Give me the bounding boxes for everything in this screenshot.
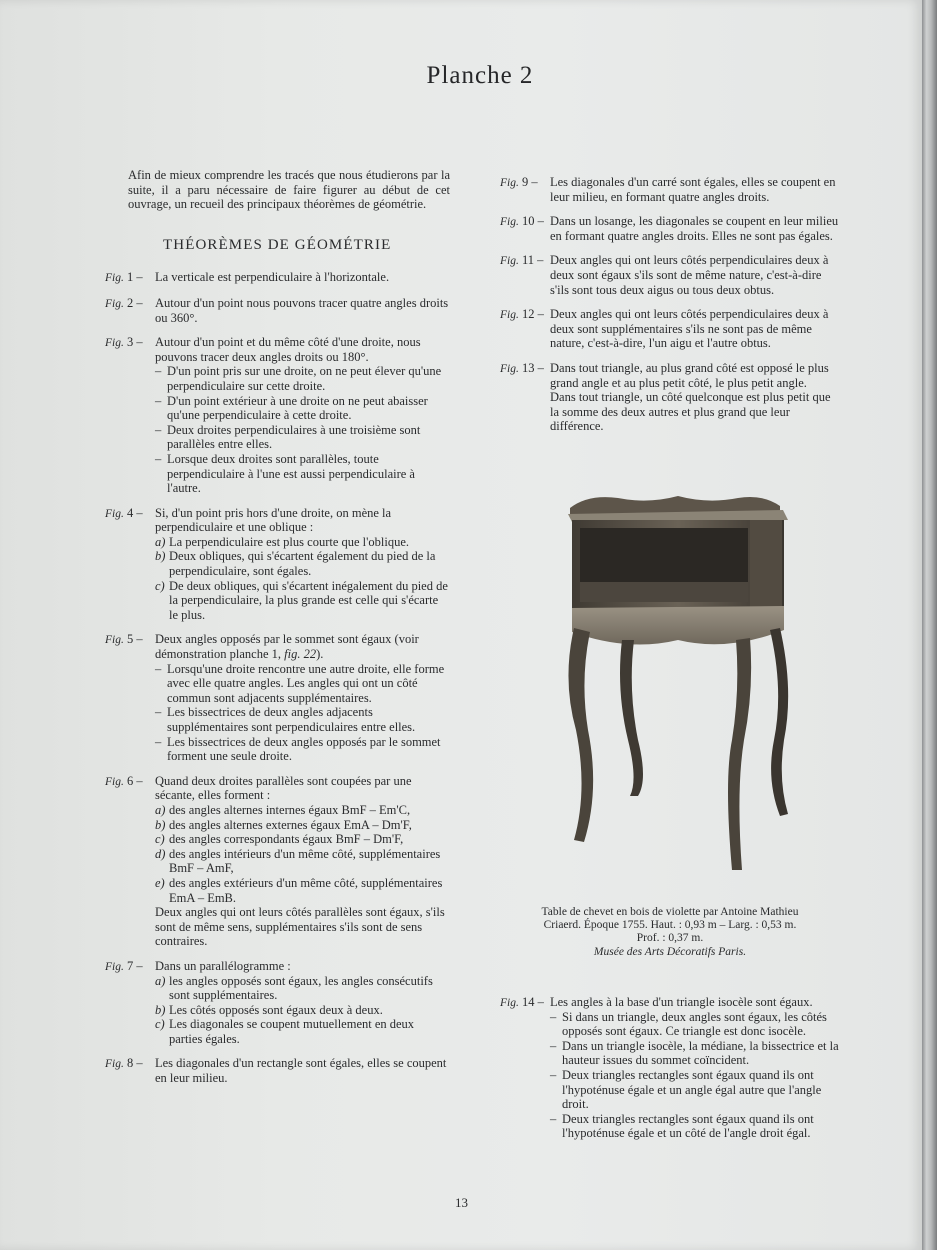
fig-13: Fig. 13 – Dans tout triangle, au plus grand côté est opposé le plus grand angle et au plus petit côté, le plus petit angle. Dans tout triangle, un côté quelconque est plus petit que la somme des deux autres et plus grand que leur différence. (500, 360, 831, 434)
page-title: Planche 2 (426, 62, 534, 89)
fig-12: Fig. 12 – Deux angles qui ont leurs côtés perpendiculaires deux à deux sont supplémentaires s'ils ne sont pas de même nature, c'est-à-dire, l'un aigu et l'autre obtus. (500, 307, 829, 351)
right-column-bottom (500, 995, 840, 1151)
fig-7: Fig. 7 – Dans un parallélogramme : a) les angles opposés sont égaux, les angles consécutifs sont supplémentaires. b) Les côtés opposés sont égaux deux à deux. c) Les diagonales se coupent mutuellement en deux parties égales. (105, 959, 450, 1047)
list-item: c) Les diagonales se coupent mutuellement en deux parties égales. (155, 1017, 415, 1046)
list-item: – Deux triangles rectangles sont égaux quand ils ont l'hypoténuse égale et un angle égal autre que l'angle droit. (550, 1067, 822, 1112)
list-item: – Les bissectrices de deux angles opposés par le sommet forment une seule droite. (155, 734, 441, 764)
fig-1: Fig. 1 – La verticale est perpendiculaire à l'horizontale. (105, 270, 390, 285)
list-item: b) Les côtés opposés sont égaux deux à deux. (155, 1002, 383, 1017)
list-item: a) des angles alternes internes égaux BmF – Em'C, (155, 802, 411, 817)
fig-8: Fig. 8 – Les diagonales d'un rectangle sont égales, elles se coupent en leur milieu. (105, 1056, 447, 1086)
list-item: b) des angles alternes externes égaux EmA – Dm'F, (155, 817, 412, 832)
list-item: a) La perpendiculaire est plus courte que l'oblique. (155, 534, 410, 549)
fig-4: Fig. 4 – Si, d'un point pris hors d'une droite, on mène la perpendiculaire et une oblique : a) La perpendiculaire est plus courte que l'oblique. b) Deux obliques, qui s'écartent également du pied de la perpendiculaire, sont égales. c) De deux obliques, qui s'écartent inégalement du pied de la perpendiculaire, la plus grande est celle qui s'écarte le plus. (105, 506, 450, 623)
list-item: d) des angles intérieurs d'un même côté, supplémentaires BmF – AmF, (155, 846, 441, 876)
page-edge (922, 0, 937, 1250)
list-item: b) Deux obliques, qui s'écartent également du pied de la perpendiculaire, sont égales. (155, 549, 436, 579)
page-number: 13 (455, 1195, 468, 1210)
right-column-top (500, 175, 840, 444)
bedside-table-photo (558, 490, 798, 880)
fig-5: Fig. 5 – Deux angles opposés par le sommet sont égaux (voir démonstration planche 1, fig. 22). – Lorsqu'une droite rencontre une autre droite, elle forme avec elle quatre angles. Les angles qui ont un côté commun sont adjacents supplémentaires. – Les bissectrices de deux angles adjacents supplémentaires sont perpendiculaires entre elles. – Les bissectrices de deux angles opposés par le sommet forment une seule droite. (105, 632, 450, 763)
left-column (105, 168, 450, 1096)
list-item: – Les bissectrices de deux angles adjacents supplémentaires sont perpendiculaires entre elles. (155, 705, 416, 734)
list-item: – Deux triangles rectangles sont égaux quand ils ont l'hypoténuse égale et un côté de l'angle droit égal. (550, 1111, 814, 1141)
list-item: c) des angles correspondants égaux BmF – Dm'F, (155, 832, 404, 847)
section-heading: THÉORÈMES DE GÉOMÉTRIE (163, 236, 392, 253)
fig-3: Fig. 3 – Autour d'un point et du même côté d'une droite, nous pouvons tracer deux angles droits ou 180°. – D'un point pris sur une droite, on ne peut élever qu'une perpendiculaire sur cette droite. – D'un point extérieur à une droite on ne peut abaisser qu'une perpendiculaire à cette droite. – Deux droites perpendiculaires à une troisième sont parallèles entre elles. – Lorsque deux droites sont parallèles, toute perpendiculaire à l'une est aussi perpendiculaire à l'autre. (105, 335, 450, 496)
fig-9: Fig. 9 – Les diagonales d'un carré sont égales, elles se coupent en leur milieu, en formant quatre angles droits. (500, 175, 836, 204)
fig-2: Fig. 2 – Autour d'un point nous pouvons tracer quatre angles droits ou 360°. (105, 295, 449, 325)
list-item: – D'un point extérieur à une droite on ne peut abaisser qu'une perpendiculaire à cette droite. (155, 393, 428, 423)
list-item: – Si dans un triangle, deux angles sont égaux, les côtés opposés sont égaux. Ce triangle est donc isocèle. (550, 1009, 827, 1039)
list-item: – D'un point pris sur une droite, on ne peut élever qu'une perpendiculaire sur cette droite. (155, 364, 442, 393)
list-item: a) les angles opposés sont égaux, les angles consécutifs sont supplémentaires. (155, 973, 433, 1003)
list-item: – Dans un triangle isocèle, la médiane, la bissectrice et la hauteur issues du sommet coïncident. (550, 1038, 839, 1068)
photo-caption: Table de chevet en bois de violette par Antoine Mathieu Criaerd. Époque 1755. Haut. : 0,93 m – Larg. : 0,53 m. Prof. : 0,37 m. Musée des Arts Décoratifs Paris. (541, 906, 799, 958)
list-item: – Lorsque deux droites sont parallèles, toute perpendiculaire à l'une est aussi perpendiculaire à l'autre. (155, 451, 415, 496)
fig-11: Fig. 11 – Deux angles qui ont leurs côtés perpendiculaires deux à deux sont égaux s'ils sont de même nature, c'est-à-dire s'ils sont tous deux aigus ou tous deux obtus. (500, 253, 829, 297)
list-item: e) des angles extérieurs d'un même côté, supplémentaires EmA – EmB. (155, 875, 443, 905)
list-item: c) De deux obliques, qui s'écartent inégalement du pied de la perpendiculaire, la plus grande est celle qui s'écarte le plus. (155, 578, 448, 622)
fig-10: Fig. 10 – Dans un losange, les diagonales se coupent en leur milieu en formant quatre angles droits. Elles ne sont pas égales. (500, 214, 839, 243)
fig-14: Fig. 14 – Les angles à la base d'un triangle isocèle sont égaux. – Si dans un triangle, deux angles sont égaux, les côtés opposés sont égaux. Ce triangle est donc isocèle. – Dans un triangle isocèle, la médiane, la bissectrice et la hauteur issues du sommet coïncident. – Deux triangles rectangles sont égaux quand ils ont l'hypoténuse égale et un angle égal autre que l'angle droit. – Deux triangles rectangles sont égaux quand ils ont l'hypoténuse égale et un côté de l'angle droit égal. (500, 995, 839, 1141)
list-item: – Deux droites perpendiculaires à une troisième sont parallèles entre elles. (155, 422, 421, 452)
fig-6: Fig. 6 – Quand deux droites parallèles sont coupées par une sécante, elles forment : a) des angles alternes internes égaux BmF – Em'C, b) des angles alternes externes égaux EmA – Dm'F, c) des angles correspondants égaux BmF – Dm'F, d) des angles intérieurs d'un même côté, supplémentaires BmF – AmF, e) des angles extérieurs d'un même côté, supplémentaires EmA – EmB. Deux angles qui ont leurs côtés parallèles sont égaux, s'ils sont de même sens, supplémentaires s'ils sont de sens contraires. (105, 774, 450, 949)
list-item: – Lorsqu'une droite rencontre une autre droite, elle forme avec elle quatre angles. Les angles qui ont un côté commun sont adjacents supplémentaires. (155, 661, 445, 705)
intro-paragraph: Afin de mieux comprendre les tracés que nous étudierons par la suite, il a paru nécessaire de faire figurer au début de cet ouvrage, un recueil des principaux théorèmes de géométrie. (128, 168, 450, 212)
